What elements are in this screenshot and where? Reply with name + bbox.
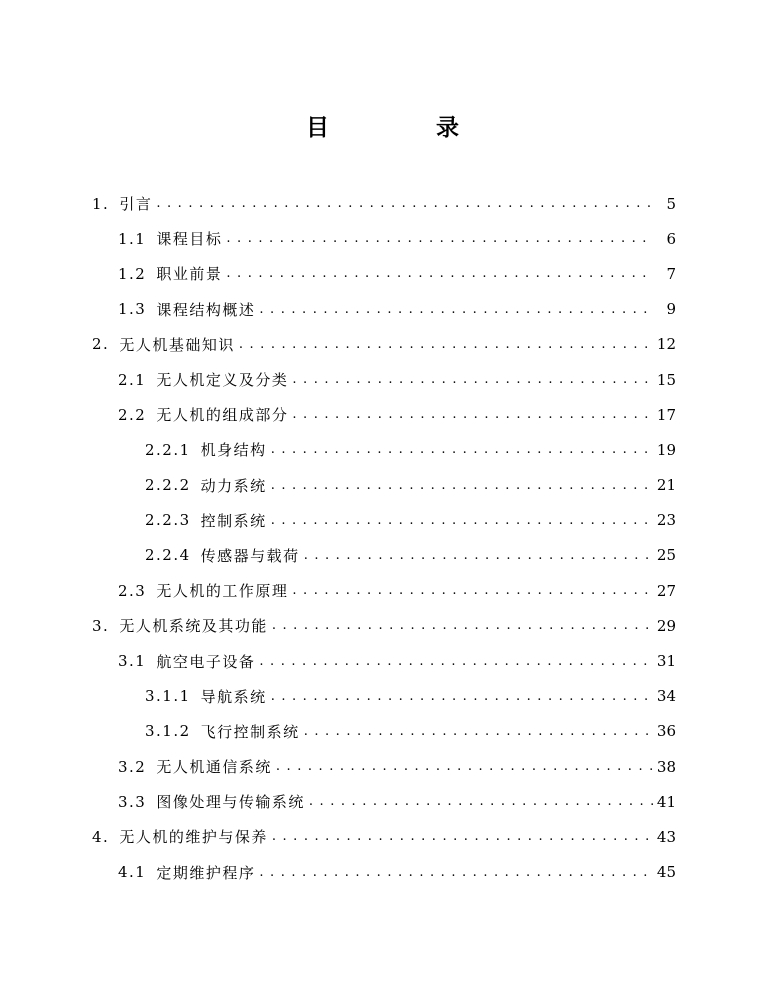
toc-entry-page-number: 36 bbox=[656, 722, 676, 741]
toc-entry[interactable] bbox=[0, 503, 676, 538]
toc-entry[interactable] bbox=[0, 749, 676, 784]
toc-entry[interactable] bbox=[0, 714, 676, 749]
toc-entry-label: 引言 bbox=[119, 195, 153, 214]
toc-entry-number: 2.3 bbox=[118, 581, 147, 600]
toc-entry[interactable] bbox=[0, 608, 676, 643]
toc-entry-number: 2.2 bbox=[118, 405, 147, 424]
toc-entry-page-number: 27 bbox=[656, 581, 676, 600]
toc-entry-label: 无人机系统及其功能 bbox=[119, 617, 268, 636]
toc-entry[interactable] bbox=[0, 538, 676, 573]
toc-entry-label: 航空电子设备 bbox=[156, 652, 256, 671]
toc-entry-number: 3.3 bbox=[118, 792, 147, 811]
toc-entry-label: 无人机的维护与保养 bbox=[119, 828, 268, 847]
toc-entry-page-number: 25 bbox=[656, 546, 676, 565]
toc-entry-label: 无人机通信系统 bbox=[156, 758, 272, 777]
toc-entry-label: 动力系统 bbox=[200, 476, 267, 495]
toc-entry[interactable] bbox=[0, 362, 676, 397]
toc-entry-page-number: 5 bbox=[666, 194, 676, 213]
toc-entry[interactable] bbox=[0, 327, 676, 362]
toc-entry[interactable] bbox=[0, 186, 676, 221]
toc-dot-leader bbox=[259, 302, 654, 317]
toc-dot-leader bbox=[226, 231, 654, 246]
toc-entry[interactable] bbox=[0, 256, 676, 291]
toc-entry-label: 控制系统 bbox=[200, 511, 267, 530]
toc-dot-leader bbox=[271, 442, 653, 457]
toc-entry[interactable] bbox=[0, 573, 676, 608]
toc-entry-label: 机身结构 bbox=[200, 441, 267, 460]
toc-list bbox=[0, 186, 765, 890]
toc-dot-leader bbox=[272, 829, 653, 844]
toc-entry-label: 课程目标 bbox=[156, 230, 223, 249]
toc-entry-page-number: 12 bbox=[656, 335, 676, 354]
toc-entry-label: 无人机的组成部分 bbox=[156, 406, 289, 425]
toc-entry-number: 2.1 bbox=[118, 370, 147, 389]
toc-entry-label: 课程结构概述 bbox=[156, 300, 256, 319]
toc-entry[interactable] bbox=[0, 432, 676, 467]
toc-title: 目 录 bbox=[306, 115, 501, 141]
toc-entry-page-number: 19 bbox=[656, 440, 676, 459]
toc-entry[interactable] bbox=[0, 292, 676, 327]
toc-entry-label: 传感器与载荷 bbox=[200, 546, 300, 565]
toc-dot-leader bbox=[271, 513, 653, 528]
toc-dot-leader bbox=[259, 865, 653, 880]
toc-dot-leader bbox=[304, 724, 653, 739]
toc-dot-leader bbox=[272, 618, 653, 633]
toc-entry-number: 1. bbox=[92, 194, 110, 213]
toc-entry-page-number: 31 bbox=[656, 652, 676, 671]
toc-entry-page-number: 38 bbox=[656, 757, 676, 776]
toc-entry-page-number: 17 bbox=[656, 405, 676, 424]
toc-entry-label: 图像处理与传输系统 bbox=[156, 793, 305, 812]
toc-entry-label: 导航系统 bbox=[200, 687, 267, 706]
toc-dot-leader bbox=[276, 759, 653, 774]
toc-entry[interactable] bbox=[0, 643, 676, 678]
toc-entry-number: 1.2 bbox=[118, 264, 147, 283]
toc-entry-number: 3.2 bbox=[118, 757, 147, 776]
toc-entry[interactable] bbox=[0, 468, 676, 503]
toc-entry-label: 定期维护程序 bbox=[156, 863, 256, 882]
toc-entry-page-number: 15 bbox=[656, 370, 676, 389]
toc-entry-page-number: 29 bbox=[656, 616, 676, 635]
toc-entry-page-number: 23 bbox=[656, 511, 676, 530]
toc-entry-number: 2. bbox=[92, 335, 110, 354]
toc-dot-leader bbox=[271, 689, 653, 704]
toc-dot-leader bbox=[156, 196, 654, 211]
toc-entry-number: 2.2.3 bbox=[145, 511, 191, 530]
toc-dot-leader bbox=[292, 407, 653, 422]
toc-dot-leader bbox=[259, 654, 653, 669]
toc-entry-number: 3. bbox=[92, 616, 110, 635]
toc-entry-number: 4.1 bbox=[118, 863, 147, 882]
toc-entry-number: 1.3 bbox=[118, 300, 147, 319]
toc-entry-number: 2.2.2 bbox=[145, 476, 191, 495]
toc-entry-page-number: 45 bbox=[656, 863, 676, 882]
toc-entry-label: 职业前景 bbox=[156, 265, 223, 284]
toc-entry[interactable] bbox=[0, 679, 676, 714]
toc-entry-page-number: 9 bbox=[666, 300, 676, 319]
toc-dot-leader bbox=[239, 337, 653, 352]
toc-entry[interactable] bbox=[0, 221, 676, 256]
toc-entry-page-number: 43 bbox=[656, 827, 676, 846]
toc-dot-leader bbox=[309, 794, 653, 809]
toc-entry[interactable] bbox=[0, 784, 676, 819]
toc-entry-page-number: 21 bbox=[656, 476, 676, 495]
toc-entry[interactable] bbox=[0, 397, 676, 432]
toc-entry-number: 2.2.4 bbox=[145, 546, 191, 565]
toc-entry-page-number: 7 bbox=[666, 264, 676, 283]
toc-entry-label: 无人机基础知识 bbox=[119, 335, 235, 354]
toc-entry[interactable] bbox=[0, 819, 676, 854]
toc-dot-leader bbox=[304, 548, 653, 563]
toc-dot-leader bbox=[292, 372, 653, 387]
toc-entry-page-number: 34 bbox=[656, 687, 676, 706]
toc-entry[interactable] bbox=[0, 855, 676, 890]
toc-entry-page-number: 6 bbox=[666, 229, 676, 248]
toc-entry-number: 3.1 bbox=[118, 652, 147, 671]
toc-entry-page-number: 41 bbox=[656, 792, 676, 811]
toc-entry-label: 无人机的工作原理 bbox=[156, 582, 289, 601]
toc-entry-label: 无人机定义及分类 bbox=[156, 371, 289, 390]
toc-entry-number: 4. bbox=[92, 827, 110, 846]
toc-entry-number: 3.1.1 bbox=[145, 687, 191, 706]
toc-entry-number: 3.1.2 bbox=[145, 722, 191, 741]
toc-dot-leader bbox=[292, 583, 653, 598]
toc-dot-leader bbox=[271, 478, 653, 493]
toc-entry-number: 1.1 bbox=[118, 229, 147, 248]
toc-entry-label: 飞行控制系统 bbox=[200, 722, 300, 741]
toc-entry-number: 2.2.1 bbox=[145, 440, 191, 459]
toc-dot-leader bbox=[226, 266, 654, 281]
